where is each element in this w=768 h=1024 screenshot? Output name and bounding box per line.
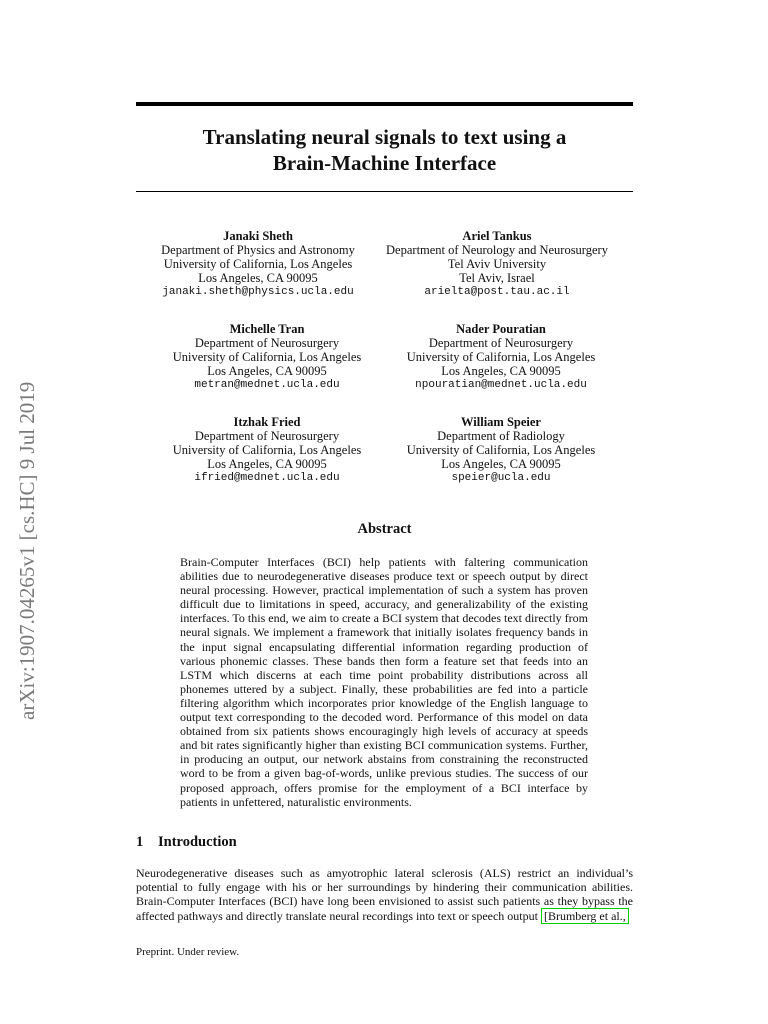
section-number: 1 bbox=[136, 834, 144, 850]
paper-title bbox=[136, 124, 633, 176]
author-email: arielta@post.tau.ac.il bbox=[424, 286, 570, 298]
author-name: Michelle Tran bbox=[229, 322, 305, 336]
title-rule bbox=[136, 191, 633, 192]
author-affiliation-line: Department of Radiology bbox=[437, 429, 565, 443]
author-block bbox=[381, 322, 621, 392]
author-name: Ariel Tankus bbox=[462, 229, 532, 243]
author-affiliation-line: Los Angeles, CA 90095 bbox=[441, 457, 561, 471]
author-name: Janaki Sheth bbox=[223, 229, 293, 243]
abstract-heading: Abstract bbox=[357, 521, 412, 537]
author-email: janaki.sheth@physics.ucla.edu bbox=[162, 286, 354, 298]
author-affiliation-line: Los Angeles, CA 90095 bbox=[198, 271, 318, 285]
author-block bbox=[138, 229, 378, 299]
section-heading bbox=[136, 834, 237, 851]
author-affiliation-line: Tel Aviv University bbox=[447, 257, 547, 271]
author-name: Itzhak Fried bbox=[233, 415, 301, 429]
author-affiliation-line: University of California, Los Angeles bbox=[406, 350, 596, 364]
arxiv-side-stamp bbox=[10, 290, 40, 720]
author-affiliation-line: University of California, Los Angeles bbox=[172, 350, 362, 364]
author-email: ifried@mednet.ucla.edu bbox=[194, 472, 340, 484]
author-block bbox=[381, 415, 621, 485]
author-affiliation-line: University of California, Los Angeles bbox=[172, 443, 362, 457]
author-affiliation-line: University of California, Los Angeles bbox=[406, 443, 596, 457]
author-affiliation-line: Los Angeles, CA 90095 bbox=[441, 364, 561, 378]
author-affiliation-line: Department of Neurology and Neurosurgery bbox=[386, 243, 608, 257]
footer-note: Preprint. Under review. bbox=[136, 946, 240, 958]
introduction-text: Neurodegenerative diseases such as amyotrophic lateral sclerosis (ALS) restrict an individual’s potential to fully engage with his or her surroundings by hindering their communication abilities. Brain-Computer Interfaces (BCI) have long been envisioned to assist such patients as they bypass the affected pathways and directly translate neural recordings into text or speech output bbox=[136, 866, 633, 923]
author-name: Nader Pouratian bbox=[456, 322, 546, 336]
citation-link[interactable]: [Brumberg et al., bbox=[541, 908, 629, 924]
author-block bbox=[147, 322, 387, 392]
author-affiliation-line: Department of Neurosurgery bbox=[428, 336, 574, 350]
author-affiliation-line: Department of Physics and Astronomy bbox=[161, 243, 355, 257]
author-affiliation-line: Tel Aviv, Israel bbox=[459, 271, 535, 285]
author-affiliation-line: Department of Neurosurgery bbox=[194, 336, 340, 350]
author-affiliation-line: University of California, Los Angeles bbox=[163, 257, 353, 271]
author-name: William Speier bbox=[461, 415, 541, 429]
author-affiliation-line: Los Angeles, CA 90095 bbox=[207, 457, 327, 471]
author-affiliation-line: Department of Neurosurgery bbox=[194, 429, 340, 443]
abstract-body: Brain-Computer Interfaces (BCI) help patients with faltering communication abilities due to neurodegenerative diseases produce text or speech output by direct neural processing. However, practical implementation of such a system has proven difficult due to limitations in speed, accuracy, and generalizability of the existing interfaces. To this end, we aim to create a BCI system that decodes text directly from neural signals. We implement a framework that initially isolates frequency bands in the input signal encapsulating differential information regarding production of various phonemic classes. These bands then form a feature set that feeds into an LSTM which discerns at each time point probability distributions across all phonemes uttered by a subject. Finally, these probabilities are fed into a particle filtering algorithm which incorporates prior knowledge of the English language to output text corresponding to the decoded word. Performance of this model on data obtained from six patients shows encouragingly high levels of accuracy at speeds and bit rates significantly higher than existing BCI communication systems. Further, in producing an output, our network abstains from constraining the reconstructed word to be from a given bag-of-words, unlike previous studies. The success of our proposed approach, offers promise for the employment of a BCI interface by patients in unfettered, naturalistic environments. bbox=[180, 555, 588, 809]
arxiv-identifier-text: arXiv:1907.04265v1 [cs.HC] 9 Jul 2019 bbox=[15, 381, 39, 720]
title-line-2: Brain-Machine Interface bbox=[272, 151, 497, 175]
author-email: metran@mednet.ucla.edu bbox=[194, 379, 340, 391]
author-email: npouratian@mednet.ucla.edu bbox=[415, 379, 587, 391]
author-email: speier@ucla.edu bbox=[451, 472, 551, 484]
author-affiliation-line: Los Angeles, CA 90095 bbox=[207, 364, 327, 378]
author-block bbox=[377, 229, 617, 299]
author-block bbox=[147, 415, 387, 485]
introduction-paragraph bbox=[136, 866, 633, 923]
section-title: Introduction bbox=[158, 834, 237, 850]
title-line-1: Translating neural signals to text using a bbox=[202, 125, 567, 149]
top-rule bbox=[136, 102, 633, 106]
